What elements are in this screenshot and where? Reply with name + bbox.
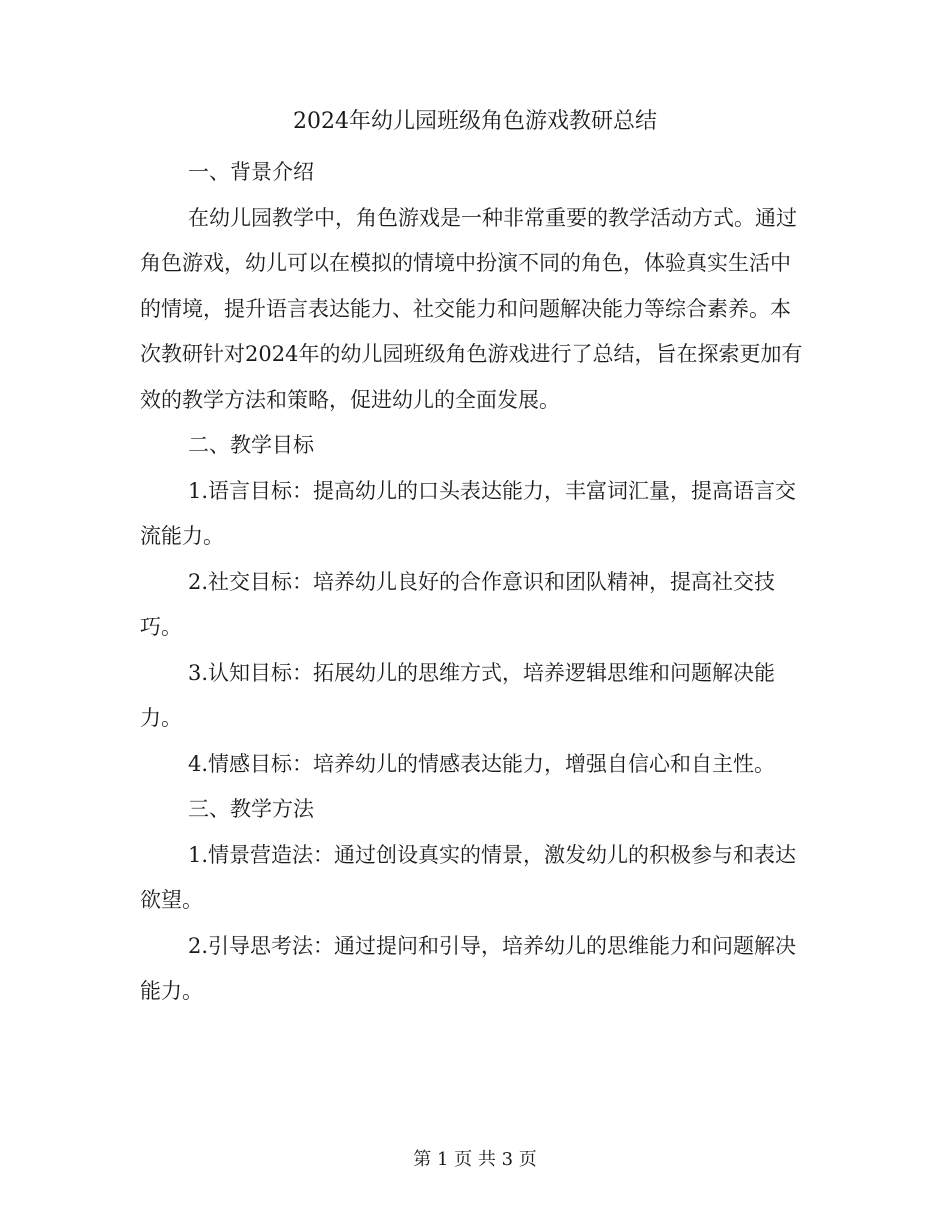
page-indicator: 第 1 页 共 3 页 xyxy=(413,1149,537,1170)
goal-emotional: 4.情感目标：培养幼儿的情感表达能力，增强自信心和自主性。 xyxy=(188,751,776,776)
goal-social: 2.社交目标：培养幼儿良好的合作意识和团队精神，提高社交技巧。 xyxy=(140,569,776,639)
method-scenario: 1.情景营造法：通过创设真实的情景，激发幼儿的积极参与和表达欲望。 xyxy=(140,842,797,912)
goal-cognitive: 3.认知目标：拓展幼儿的思维方式，培养逻辑思维和问题解决能力。 xyxy=(140,660,776,730)
document-body xyxy=(140,150,810,1015)
section-heading-background: 一、背景介绍 xyxy=(188,160,314,184)
section-heading-methods: 三、教学方法 xyxy=(188,797,314,821)
section-heading-goals: 二、教学目标 xyxy=(188,433,314,457)
goal-language: 1.语言目标：提高幼儿的口头表达能力，丰富词汇量，提高语言交流能力。 xyxy=(140,478,797,548)
document-title: 2024年幼儿园班级角色游戏教研总结 xyxy=(293,109,657,134)
paragraph-background: 在幼儿园教学中，角色游戏是一种非常重要的教学活动方式。通过角色游戏，幼儿可以在模拟的情境中扮演不同的角色，体验真实生活中的情境，提升语言表达能力、社交能力和问题解决能力等综合素养。本次教研针对2024年的幼儿园班级角色游戏进行了总结，旨在探索更加有效的教学方法和策略，促进幼儿的全面发展。 xyxy=(140,205,803,412)
method-guided-thinking: 2.引导思考法：通过提问和引导，培养幼儿的思维能力和问题解决能力。 xyxy=(140,933,797,1003)
